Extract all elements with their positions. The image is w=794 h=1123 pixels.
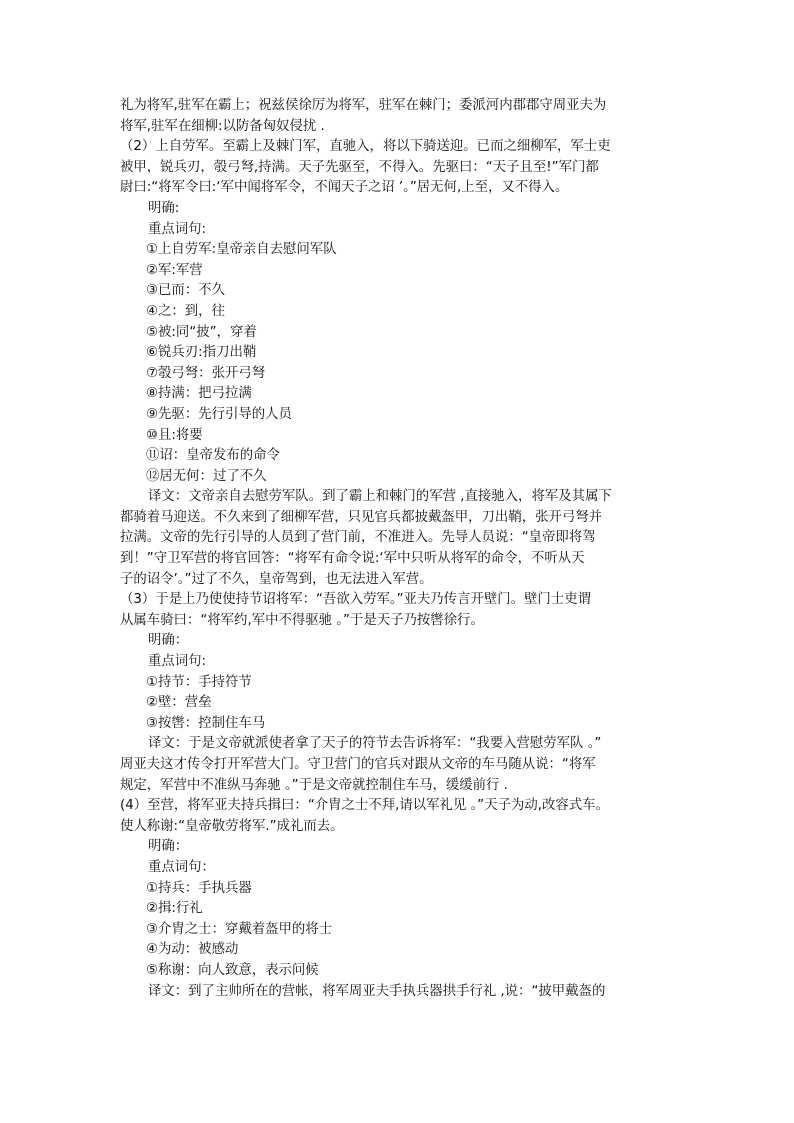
text-line: 将军,驻军在细柳:以防备匈奴侵扰 . <box>120 118 325 134</box>
text-line: ③介胄之士：穿戴着盔甲的将士 <box>146 921 333 937</box>
text-line: 译文：于是文帝就派使者拿了天子的符节去告诉将军：“我要入营慰劳军队 。” <box>148 736 602 752</box>
text-line: ⑩且:将要 <box>146 427 203 443</box>
text-line: 拉满。文帝的先行引导的人员到了营门前，不准进入。先导人员说：“皇帝即将驾 <box>120 530 596 546</box>
text-line: ④为动：被感动 <box>146 942 239 958</box>
text-line: （3）于是上乃使使持节诏将军：“吾欲入劳军。”亚夫乃传言开壁门。壁门士吏谓 <box>120 592 591 608</box>
text-line: ①上自劳军:皇帝亲自去慰问军队 <box>146 242 337 258</box>
document-body <box>120 96 680 1002</box>
text-line: 明确: <box>148 200 180 216</box>
text-line: ③已而：不久 <box>146 283 225 299</box>
text-line: ②军:军营 <box>146 262 203 278</box>
text-line: 使人称谢:“皇帝敬劳将军.”成礼而去。 <box>120 818 344 834</box>
text-line: 明确： <box>148 839 189 855</box>
text-line: ①持兵：手执兵器 <box>146 880 252 896</box>
text-line: 都骑着马迎送。不久来到了细柳军营，只见官兵都披戴盔甲，刀出鞘，张开弓弩并 <box>120 509 603 525</box>
text-line: ⑦彀弓弩：张开弓弩 <box>146 365 266 381</box>
text-line: ⑤称谢：向人致意，表示问候 <box>146 962 319 978</box>
text-line: ⑪诏：皇帝发布的命令 <box>146 448 280 464</box>
text-line: ③按辔：控制住车马 <box>146 715 266 731</box>
text-line: 周亚夫这才传令打开军营大门。守卫营门的官兵对跟从文帝的车马随从说：“将军 <box>120 757 596 772</box>
text-line: ②壁：营垒 <box>146 695 212 711</box>
text-line: ⑤被:同“披”，穿着 <box>146 324 257 340</box>
text-line: ⑫居无何：过了不久 <box>146 468 267 484</box>
text-line: 重点词句: <box>148 654 207 670</box>
text-line: 译文：到了主帅所在的营帐，将军周亚夫手执兵器拱手行礼 ,说：“披甲戴盔的 <box>148 983 606 999</box>
text-line: ①持节：手持符节 <box>146 674 252 690</box>
text-line: ⑥锐兵刃:指刀出鞘 <box>146 345 257 361</box>
text-line: ⑨先驱：先行引导的人员 <box>146 406 292 422</box>
text-line: ②揖:行礼 <box>146 901 203 917</box>
text-line: 被甲，锐兵刃，彀弓弩,持满。天子先驱至，不得入。先驱曰：“天子且至!”军门都 <box>120 159 599 175</box>
text-line: 重点词句： <box>148 859 215 875</box>
text-line: 尉曰:“将军令曰:‘军中闻将军令，不闻天子之诏 ’。”居无何,上至，又不得入。 <box>120 180 569 196</box>
text-line: 到！”守卫军营的将官回答：“将军有命令说:‘军中只听从将军的命令，不听从天 <box>120 551 585 567</box>
text-line: ⑧持满：把弓拉满 <box>146 386 252 402</box>
text-line: 明确： <box>148 633 189 649</box>
text-line: 译文：文帝亲自去慰劳军队。到了霸上和棘门的军营 ,直接驰入，将军及其属下 <box>148 489 612 505</box>
text-line: （2）上自劳军。至霸上及棘门军，直驰入，将以下骑送迎。已而之细柳军，军士吏 <box>120 139 611 155</box>
text-line: 规定，军营中不准纵马奔驰 。”于是文帝就控制住车马，缓缓前行 . <box>120 777 508 793</box>
text-line: 子的诏令’。”过了不久，皇帝驾到，也无法进入军营。 <box>120 571 433 587</box>
text-line: ④之：到，往 <box>146 303 225 319</box>
text-line: 重点词句: <box>148 221 207 237</box>
text-line: 礼为将军,驻军在霸上；祝兹侯徐厉为将军，驻军在棘门；委派河内郡郡守周亚夫为 <box>120 98 607 113</box>
text-line: (4）至营，将军亚夫持兵揖曰：“介胄之士不拜,请以军礼见 。”天子为动,改容式车。 <box>120 798 609 814</box>
text-line: 从属车骑曰：“将军约,军中不得驱驰 。”于是天子乃按辔徐行。 <box>120 612 484 628</box>
